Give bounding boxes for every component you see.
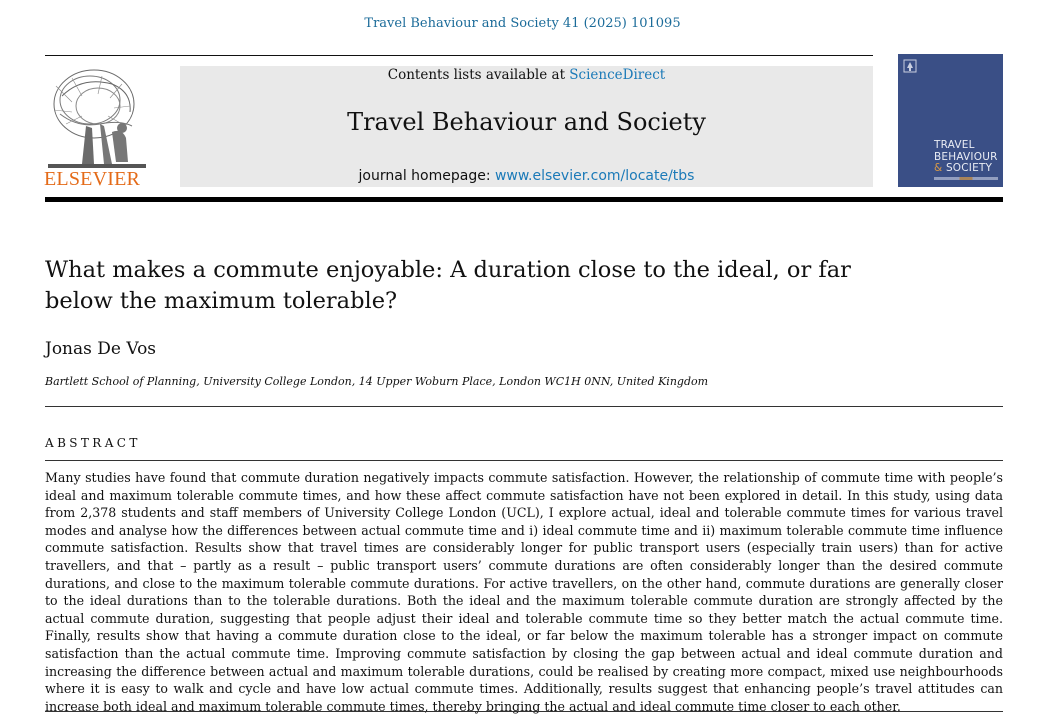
header-thick-rule (45, 197, 1003, 202)
cover-line-3-text: SOCIETY (945, 162, 993, 174)
contents-line (180, 67, 873, 83)
cover-line-2: BEHAVIOUR (934, 150, 998, 163)
elsevier-mini-logo-icon (903, 59, 917, 73)
journal-cover[interactable] (898, 54, 1003, 187)
publisher-name: ELSEVIER (44, 168, 141, 190)
article-title: What makes a commute enjoyable: A duration close to the ideal, or far below the maximum tolerable? (45, 257, 851, 314)
author-name[interactable]: Jonas De Vos (45, 339, 157, 359)
homepage-line (180, 168, 873, 184)
cover-line-1: TRAVEL (934, 139, 975, 151)
abstract-text: Many studies have found that commute duration negatively impacts commute satisfaction. However, the relationship of commute time with people’s ideal and maximum tolerable commute times, and how these affect commute satisfaction have not been explored in detail. In this study, using data from 2,378 students and staff members of University College London (UCL), I explore actual, ideal and tolerable commute times for various travel modes and analyse how the differences between actual commute time and i) ideal commute time and ii) maximum tolerable commute time influence commute satisfaction. Results show that travel times are considerably longer for public transport users (especially train users) than for active travellers, and that – partly as a result – public transport users’ commute durations are often considerably longer than the desired commute durations, and close to the maximum tolerable commute durations. For active travellers, on the other hand, commute durations are generally closer to the ideal durations than to the tolerable durations. Both the ideal and the maximum tolerable commute duration are strongly affected by the actual commute duration, suggesting that people adjust their ideal and tolerable commute time so they better match the actual commute time. Finally, results show that having a commute duration close to the ideal, or far below the maximum tolerable has a stronger impact on commute satisfaction than the actual commute time. Improving commute satisfaction by closing the gap between actual and ideal commute duration and increasing the difference between actual and maximum tolerable durations, could be realised by creating more compact, mixed use neighbourhoods where it is easy to walk and cycle and have low actual commute times. Additionally, results suggest that enhancing people’s travel attitudes can increase both ideal and maximum tolerable commute times, thereby bringing the actual and ideal commute time closer to each other. (45, 470, 1003, 714)
journal-title: Travel Behaviour and Society (347, 108, 706, 136)
cover-line-3 (934, 163, 1002, 175)
contents-prefix: Contents lists available at (387, 67, 570, 83)
affiliation-rule (45, 406, 1003, 407)
journal-homepage-link[interactable]: www.elsevier.com/locate/tbs (494, 168, 695, 184)
cover-ampersand: & (934, 162, 943, 174)
cover-title (934, 140, 1002, 175)
author-affiliation: Bartlett School of Planning, University College London, 14 Upper Woburn Place, London WC1H 0NN, United Kingdom (45, 375, 709, 388)
journal-citation: Travel Behaviour and Society 41 (2025) 101095 (364, 16, 681, 31)
abstract-bottom-rule (45, 711, 1003, 712)
homepage-prefix: journal homepage: (358, 168, 495, 184)
abstract-heading: ABSTRACT (45, 436, 141, 450)
cover-subtitle-strip (934, 177, 998, 180)
header-top-rule (45, 55, 873, 56)
sciencedirect-link[interactable]: ScienceDirect (569, 67, 666, 83)
abstract-top-rule (45, 460, 1003, 461)
